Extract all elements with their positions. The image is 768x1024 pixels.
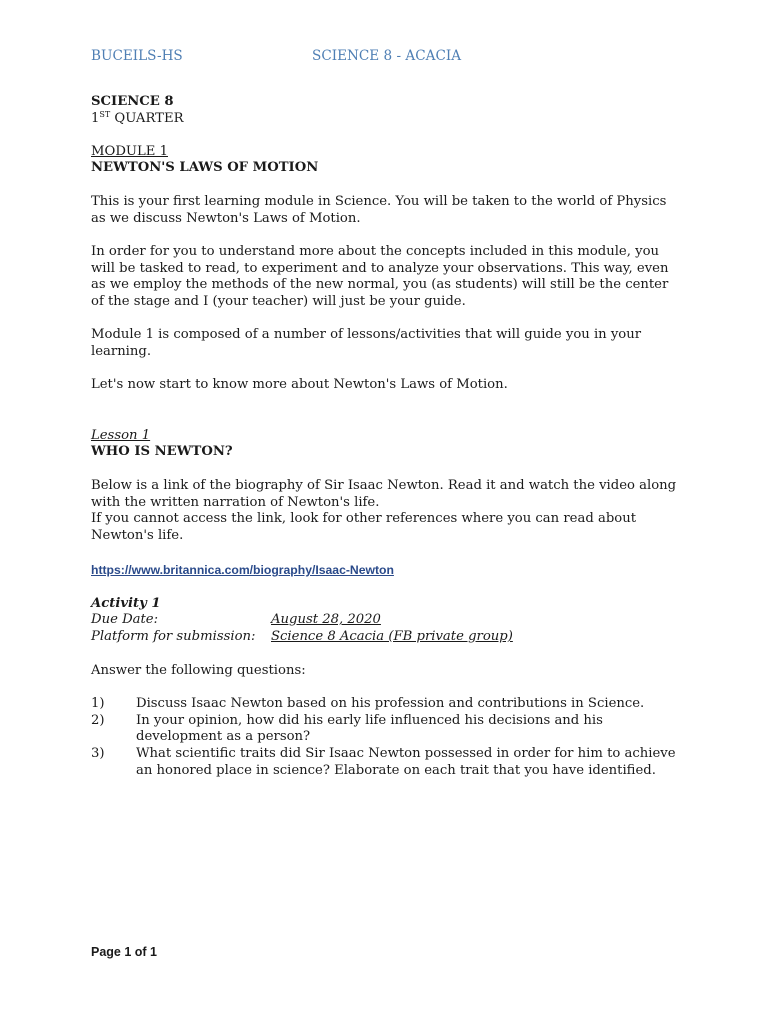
paragraph-line: Let's now start to know more about Newton's Laws of Motion. [91, 377, 508, 392]
paragraph-line: Below is a link of the biography of Sir Isaac Newton. Read it and watch the video along [91, 478, 677, 493]
paragraph-line: learning. [91, 343, 152, 359]
question-number: 1) [91, 696, 105, 711]
quarter-superscript: ST [99, 110, 111, 119]
platform-label: Platform for submission: [91, 629, 256, 644]
paragraph-line: as we discuss Newton's Laws of Motion. [91, 210, 361, 226]
paragraph-line: will be tasked to read, to experiment and to analyze your observations. This way, even [91, 260, 669, 276]
due-date-value: August 28, 2020 [271, 612, 381, 627]
quarter-number: 1 [91, 111, 100, 126]
biography-link[interactable]: https://www.britannica.com/biography/Isaac-Newton [91, 563, 394, 577]
lesson-paragraph [91, 478, 691, 545]
question-number: 2) [91, 713, 105, 728]
lesson-label: Lesson 1 [91, 428, 151, 443]
paragraph-line: of the stage and I (your teacher) will just be your guide. [91, 294, 466, 310]
module-title: NEWTON'S LAWS OF MOTION [91, 160, 319, 175]
page-number: Page 1 of 1 [91, 945, 157, 959]
course-title: SCIENCE 8 [91, 94, 174, 109]
activity-title: Activity 1 [91, 596, 161, 611]
lesson-title: WHO IS NEWTON? [91, 444, 233, 459]
intro-paragraph-3 [91, 327, 691, 360]
intro-paragraph-4 [91, 377, 691, 394]
question-text: In your opinion, how did his early life influenced his decisions and his [136, 713, 603, 728]
course-quarter [91, 111, 184, 128]
paragraph-line: Newton's life. [91, 528, 184, 544]
question-text: development as a person? [136, 729, 311, 744]
intro-paragraph-2 [91, 244, 691, 311]
platform-value: Science 8 Acacia (FB private group) [271, 629, 513, 644]
module-label: MODULE 1 [91, 144, 168, 159]
paragraph-line: as we employ the methods of the new normal, you (as students) will still be the center [91, 277, 669, 293]
quarter-label: QUARTER [110, 111, 184, 126]
intro-paragraph-1 [91, 194, 691, 227]
due-date-label: Due Date: [91, 612, 159, 627]
paragraph-line: This is your first learning module in Science. You will be taken to the world of Physics [91, 194, 667, 209]
paragraph-line: with the written narration of Newton's life. [91, 494, 380, 510]
activity-instruction: Answer the following questions: [91, 663, 306, 678]
header-school: BUCEILS-HS [91, 48, 183, 64]
question-text: What scientific traits did Sir Isaac Newton possessed in order for him to achieve [136, 746, 676, 761]
paragraph-line: In order for you to understand more about the concepts included in this module, you [91, 244, 659, 259]
question-text: an honored place in science? Elaborate on each trait that you have identified. [136, 763, 656, 778]
header-section: SCIENCE 8 - ACACIA [312, 48, 462, 64]
paragraph-line: Module 1 is composed of a number of lessons/activities that will guide you in your [91, 327, 642, 342]
question-text: Discuss Isaac Newton based on his profession and contributions in Science. [136, 696, 645, 711]
paragraph-line: If you cannot access the link, look for other references where you can read about [91, 511, 636, 527]
question-number: 3) [91, 746, 105, 761]
